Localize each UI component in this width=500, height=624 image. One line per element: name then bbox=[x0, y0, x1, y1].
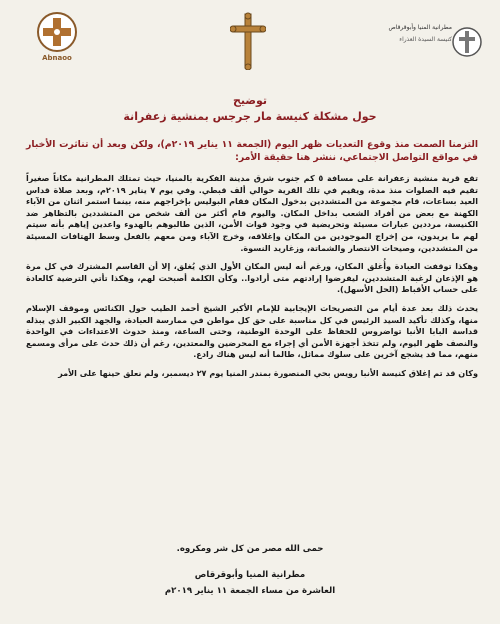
diocese-logo-text: مطرانية المنيا وأبوقرقاص bbox=[388, 24, 452, 31]
diocese-logo-subtext: كنيسة السيدة العذراء bbox=[399, 36, 452, 43]
diocese-logo bbox=[352, 20, 482, 66]
logo-label: Abnaoo bbox=[42, 54, 72, 62]
signature-line-1: مطرانية المنيا وأبوقرقاص bbox=[194, 570, 306, 580]
page-title: توضيح bbox=[232, 94, 268, 107]
signature-line-2: العاشرة من مساء الجمعة ١١ يناير ٢٠١٩م bbox=[164, 586, 336, 596]
abnaoo-logo bbox=[28, 10, 86, 70]
page-subtitle: حول مشكلة كنيسة مار جرجس بمنشية زعفرانة bbox=[123, 110, 377, 123]
closing-prayer: حمى الله مصر من كل شر ومكروه. bbox=[176, 544, 324, 554]
church-emblem-icon bbox=[452, 22, 482, 62]
paragraph-3: يحدث ذلك بعد عدة أيام من التصريحات الإيجابية للإمام الأكبر الشيخ أحمد الطيب حول الكنائس وموقف الإسلام منها، وكذلك تأكيد السيد الرئيس في كل مناسبة على حق كل مواطن في ممارسة العبادة، والجهد الكبير الذي يبذله قداسة البابا الأنبا تواضروس للحفاظ على الوحدة الوطنية، وحتى الساعة، ومنذ حدوث الاعتداءات في الواحدة والنصف ظهر اليوم، ولم تتخذ أجهزة الأمن أي إجراء مع المحرضين والمعتدين، رغم أن ذلك حدث على مرأى ومسمع منهم، مما قد يشجع آخرين على سلوك مماثل، طالما أنه ليس هناك رادع. bbox=[26, 302, 478, 360]
coptic-emblem-icon bbox=[28, 10, 86, 56]
paragraph-1: تقع قرية منشية زعفرانة على مسافة ٥ كم جنوب شرق مدينة الفكرية بالمنيا، حيث تمتلك المطرانية مكاناً صغيراً تقيم فيه الصلوات منذ مدة، ويقيم في تلك القرية حوالي ألف قبطي. وفي يوم ٧ يناير ٢٠١٩م، وبعد صلاة قداس العيد بساعات، قام مجموعة من المتشددين بدخول المكان فقام البوليس بإخراجهم منه، بينما استمر اثنان من الآباء الكهنة مع بعض من أفراد الشعب بداخل المكان. واليوم قام أكثر من ألف شخص من المتشددين بالتظاهر ضد الكنيسة، مرددين عبارات مسيئة وتحريضية في وجود قوات الأمن، الذين طالبوهم بالهدوء واعدين إياهم بأنه سيتم لهم ما يريدون، من إخراج الموجودين من المكان وإغلاقه، وخرج الآباء ومن معهم بالفعل وسط الهتافات المسيئة من المتشددين، وصيحات الانتصار والشماتة، وزغاريد النسوة. bbox=[26, 173, 479, 253]
lead-paragraph: التزمنا الصمت منذ وقوع التعديات ظهر اليوم (الجمعة ١١ يناير ٢٠١٩م)، ولكن وبعد أن تناثرت الأخبار في مواقع التواصل الاجتماعي، ننشر هنا حقيقة الأمر: bbox=[26, 139, 479, 163]
paragraph-2: وهكذا توقفت العبادة وأُغلق المكان، ورغم أنه ليس المكان الأول الذي يُغلق، إلا أن القاسم المشترك في كل مرة هو الإذعان لرغبة المتشددين، ليفرضوا إرادتهم متى أرادوا.. وكأن الكلمة أصبحت لهم، وهكذا تأتي الترضية كالعادة على حساب الأقباط (الحل الأسهل). bbox=[26, 261, 478, 295]
statement-body bbox=[26, 138, 478, 387]
cross-icon bbox=[230, 12, 266, 70]
paragraph-4: وكان قد تم إغلاق كنيسة الأنبا رويس بحي المنصورة بمندر المنيا يوم ٢٧ ديسمبر، ولم نعلق حينها على الأمر bbox=[58, 367, 478, 378]
